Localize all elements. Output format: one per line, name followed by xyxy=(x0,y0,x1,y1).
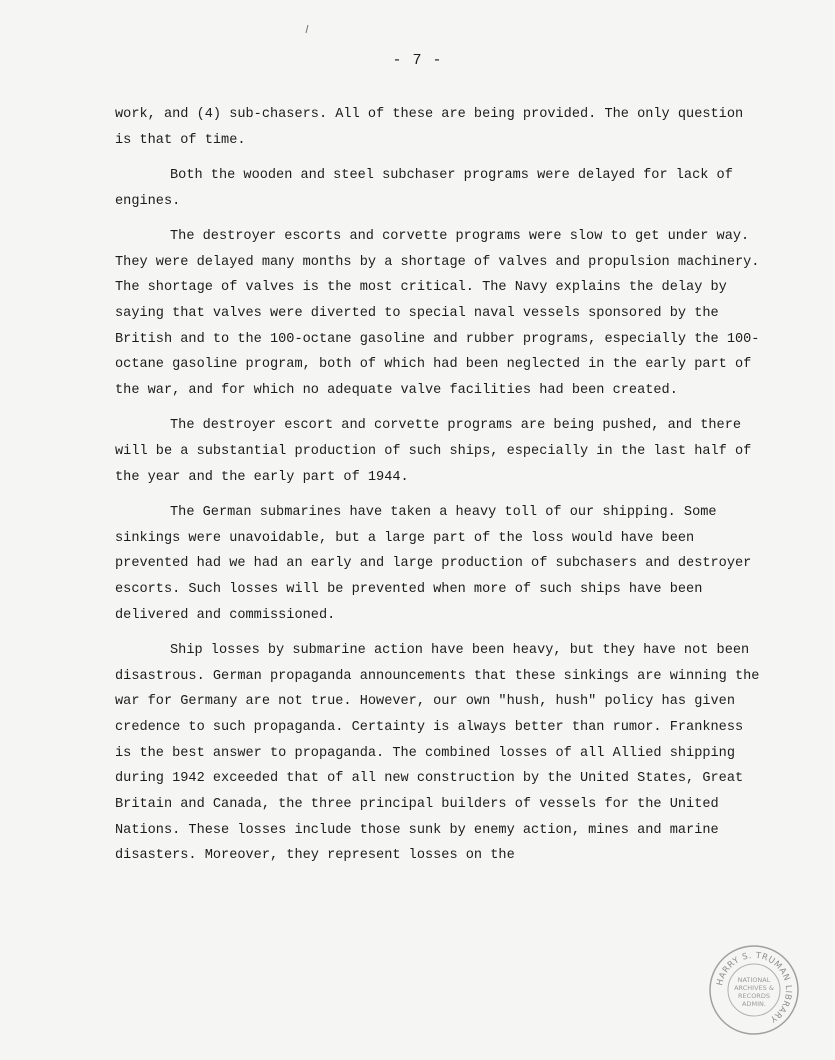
stamp-line-4: ADMIN. xyxy=(742,1000,766,1008)
stamp-line-1: NATIONAL xyxy=(737,976,771,984)
paragraph-6: Ship losses by submarine action have been heavy, but they have not been disastrous. German propaganda announcements that these sinkings are winning the war for Germany are not true. However, our own "hush, hush" policy has given credence to such propaganda. Certainty is always better than rumor. Frankness is the best answer to propaganda. The combined losses of all Allied shipping during 1942 exceeded that of all new construction by the United States, Great Britain and Canada, the three principal builders of vessels for the United Nations. These losses include those sunk by enemy action, mines and marine disasters. Moreover, they represent losses on the xyxy=(115,642,760,864)
truman-library-stamp xyxy=(708,944,800,1036)
stamp-line-3: RECORDS xyxy=(738,992,770,1000)
page-number: - 7 - xyxy=(392,52,443,69)
paragraph-4: The destroyer escort and corvette programs are being pushed, and there will be a substantial production of such ships, especially in the last half of the year and the early part of 1944. xyxy=(115,418,752,485)
stray-pen-mark xyxy=(304,24,310,34)
stamp-outer-text: HARRY S. TRUMAN LIBRARY xyxy=(715,950,794,1025)
stamp-line-2: ARCHIVES & xyxy=(734,984,774,992)
paragraph-5: The German submarines have taken a heavy toll of our shipping. Some sinkings were unavoidable, but a large part of the loss would have been prevented had we had an early and large production of subchasers and destroyer escorts. Such losses will be prevented when more of such ships have been delivered and commissioned. xyxy=(115,504,752,623)
document-body xyxy=(115,102,760,879)
paragraph-1: work, and (4) sub-chasers. All of these are being provided. The only question is that of time. xyxy=(115,107,744,148)
paragraph-2: Both the wooden and steel subchaser programs were delayed for lack of engines. xyxy=(115,167,733,209)
paragraph-3: The destroyer escorts and corvette programs were slow to get under way. They were delayed many months by a shortage of valves and propulsion machinery. The shortage of valves is the most critical. The Navy explains the delay by saying that valves were diverted to special naval vessels sponsored by the British and to the 100-octane gasoline and rubber programs, especially the 100-octane gasoline program, both of which had been neglected in the early part of the war, and for which no adequate valve facilities had been created. xyxy=(115,228,760,399)
